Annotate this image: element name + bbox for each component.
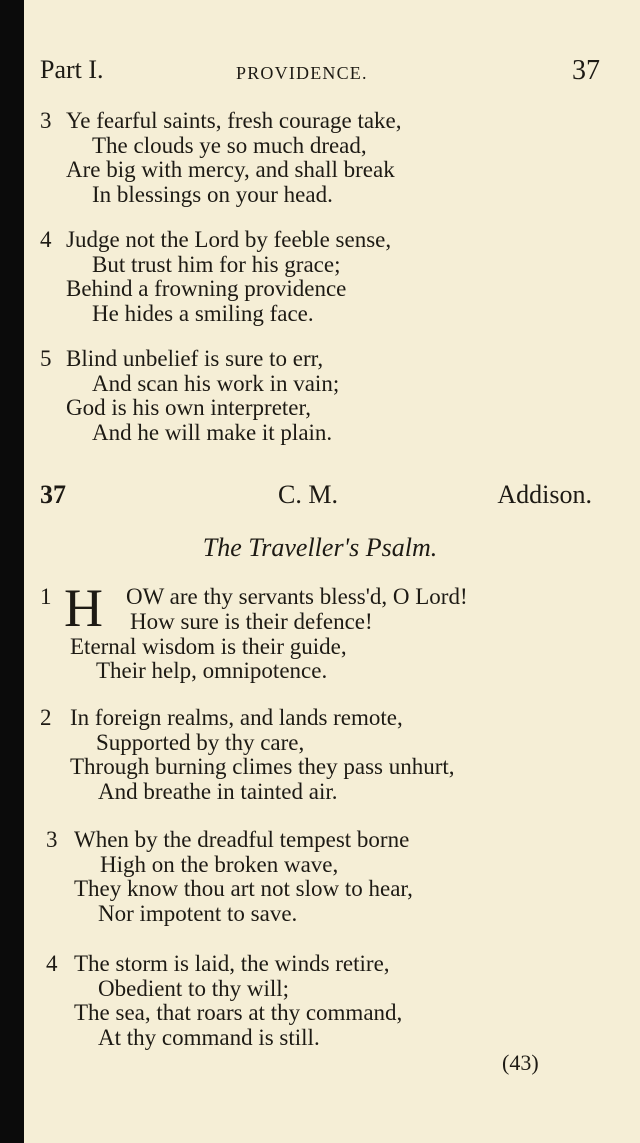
drop-cap: H <box>64 578 103 638</box>
stanza-2 <box>40 706 600 804</box>
verse-line: High on the broken wave, <box>100 851 339 877</box>
verse-line: Are big with mercy, and shall break <box>66 157 395 182</box>
stanza-4 <box>40 952 600 1050</box>
stanza-prev-5 <box>40 347 600 445</box>
tune-name: Addison. <box>497 480 592 509</box>
stanza-1 <box>40 578 600 684</box>
stanza-number: 4 <box>46 951 58 976</box>
verse-line: 5 Blind unbelief is sure to err, <box>40 346 324 371</box>
section-title: PROVIDENCE. <box>236 63 368 83</box>
verse-line: 3 Ye fearful saints, fresh courage take, <box>40 108 402 133</box>
stanza-number: 1 <box>40 584 52 609</box>
verse-line: And scan his work in vain; <box>92 370 340 396</box>
verse-line: Their help, omnipotence. <box>96 658 328 683</box>
verse-line: How sure is their defence! <box>130 609 373 634</box>
stanza-prev-3 <box>40 109 600 207</box>
verse-line: They know thou art not slow to hear, <box>74 876 413 901</box>
page <box>40 0 615 1143</box>
stanza-number: 3 <box>46 827 58 852</box>
verse-line: And breathe in tainted air. <box>98 778 338 804</box>
signature-mark: (43) <box>502 1050 539 1075</box>
verse-line: At thy command is still. <box>98 1024 320 1050</box>
book-spine-edge <box>0 0 24 1143</box>
verse-line: Obedient to thy will; <box>98 975 290 1001</box>
verse-line: God is his own interpreter, <box>66 395 312 420</box>
verse-line: But trust him for his grace; <box>92 251 341 277</box>
verse-line: 1 H OW are thy servants bless'd, O Lord! <box>40 578 468 638</box>
stanza-number: 4 <box>40 227 52 252</box>
verse-line: Behind a frowning providence <box>66 276 347 301</box>
stanza-number: 2 <box>40 705 52 730</box>
verse-line: Nor impotent to save. <box>98 900 298 926</box>
verse-line: Supported by thy care, <box>96 729 305 755</box>
stanza-3 <box>40 828 600 926</box>
hymn-number: 37 <box>40 480 66 509</box>
verse-line: He hides a smiling face. <box>92 300 314 326</box>
stanza-number: 5 <box>40 346 52 371</box>
hymn-meter: C. M. <box>278 480 338 509</box>
verse-line: Through burning climes they pass unhurt, <box>70 754 455 779</box>
stanza-number: 3 <box>40 108 52 133</box>
verse-line: 2 In foreign realms, and lands remote, <box>40 705 403 730</box>
verse-line: 3 When by the dreadful tempest borne <box>46 827 410 852</box>
verse-line: Eternal wisdom is their guide, <box>70 633 347 659</box>
part-label: Part I. <box>40 55 104 84</box>
verse-line: 4 Judge not the Lord by feeble sense, <box>40 227 392 252</box>
verse-line: The sea, that roars at thy command, <box>74 1000 403 1025</box>
hymn-title: The Traveller's Psalm. <box>202 533 438 562</box>
page-number: 37 <box>572 55 600 86</box>
running-header <box>40 55 600 91</box>
verse-line: And he will make it plain. <box>92 419 333 445</box>
verse-line: In blessings on your head. <box>92 181 333 207</box>
verse-line: The clouds ye so much dread, <box>92 132 367 158</box>
verse-line: 4 The storm is laid, the winds retire, <box>46 951 390 976</box>
stanza-prev-4 <box>40 228 600 326</box>
hymn-heading <box>40 480 592 514</box>
